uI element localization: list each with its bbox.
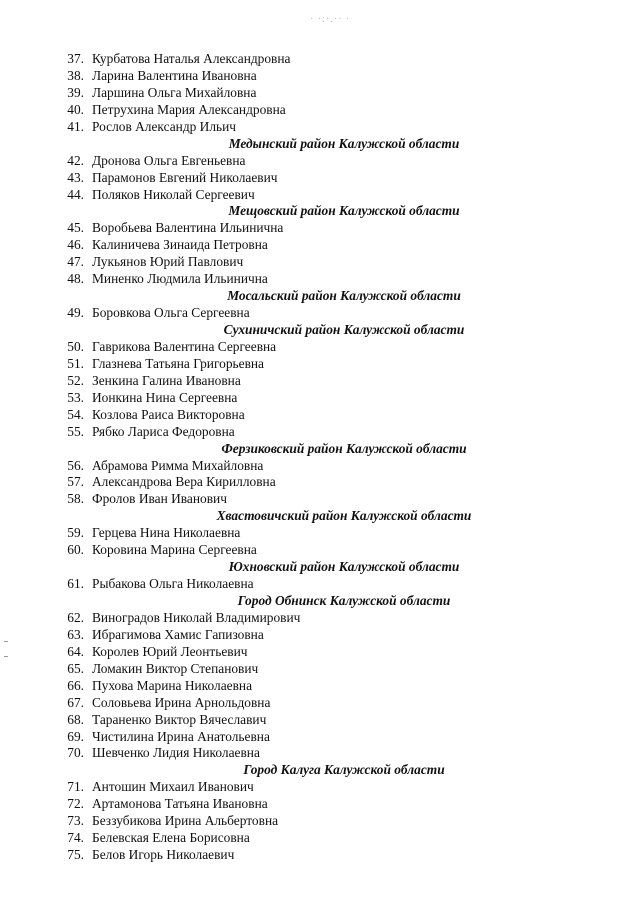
person-name: Белевская Елена Борисовна (92, 830, 250, 846)
item-number: 63. (67, 626, 84, 642)
list-item (0, 729, 640, 746)
list-item (0, 102, 640, 119)
list-item (0, 610, 640, 627)
item-number: 43. (67, 169, 84, 185)
person-name: Боровкова Ольга Сергеевна (92, 305, 250, 321)
item-number: 46. (67, 237, 84, 253)
list-item (0, 356, 640, 373)
name-list (0, 51, 640, 864)
person-name: Козлова Раиса Викторовна (92, 406, 245, 422)
list-item (0, 779, 640, 796)
item-number: 71. (67, 779, 84, 795)
person-name: Миненко Людмила Ильинична (92, 271, 268, 287)
person-name: Воробьева Валентина Ильинична (92, 220, 284, 236)
person-name: Рослов Александр Ильич (92, 118, 237, 134)
person-name: Александрова Вера Кирилловна (92, 474, 276, 490)
list-item (0, 796, 640, 813)
list-item (0, 458, 640, 475)
item-number: 60. (67, 542, 84, 558)
section-heading: Ферзиковский район Калужской области (221, 440, 467, 456)
person-name: Белов Игорь Николаевич (92, 847, 235, 863)
section-heading: Город Обнинск Калужской области (237, 593, 451, 608)
list-item (0, 542, 640, 559)
person-name: Чистилина Ирина Анатольевна (92, 728, 270, 744)
list-item (0, 153, 640, 170)
list-item (0, 576, 640, 593)
item-number: 41. (67, 118, 84, 134)
person-name: Лукьянов Юрий Павлович (92, 254, 244, 270)
person-name: Артамонова Татьяна Ивановна (92, 796, 268, 812)
item-number: 38. (67, 67, 84, 83)
person-name: Рыбакова Ольга Николаевна (92, 576, 254, 592)
list-item (0, 847, 640, 864)
person-name: Герцева Нина Николаевна (92, 525, 241, 541)
person-name: Ларина Валентина Ивановна (92, 67, 257, 83)
list-item (0, 373, 640, 390)
person-name: Дронова Ольга Евгеньевна (92, 152, 246, 168)
list-item (0, 474, 640, 491)
list-item (0, 678, 640, 695)
list-item (0, 813, 640, 830)
list-item (0, 68, 640, 85)
person-name: Тараненко Виктор Вячеславич (92, 711, 267, 727)
item-number: 39. (67, 84, 84, 100)
list-item (0, 644, 640, 661)
person-name: Ионкина Нина Сергеевна (92, 389, 238, 405)
item-number: 44. (67, 186, 84, 202)
item-number: 56. (67, 457, 84, 473)
section-heading: Юхновский район Калужской области (228, 559, 460, 575)
list-item (0, 305, 640, 322)
item-number: 49. (67, 305, 84, 321)
item-number: 55. (67, 423, 84, 439)
section-heading: Хвастовичский район Калужской области (216, 508, 472, 524)
list-item (0, 390, 640, 407)
list-item (0, 220, 640, 237)
list-item (0, 712, 640, 729)
section-heading: Город Калуга Калужской области (243, 762, 445, 778)
person-name: Глазнева Татьяна Григорьевна (92, 355, 265, 371)
item-number: 65. (67, 660, 84, 676)
person-name: Абрамова Римма Михайловна (92, 457, 264, 473)
list-item (0, 745, 640, 762)
list-item (0, 424, 640, 441)
item-number: 42. (67, 152, 84, 168)
item-number: 45. (67, 220, 84, 236)
item-number: 73. (67, 813, 84, 829)
person-name: Соловьева Ирина Арнольдовна (92, 694, 271, 710)
list-item (0, 830, 640, 847)
item-number: 47. (67, 254, 84, 270)
item-number: 64. (67, 643, 84, 659)
list-item (0, 119, 640, 136)
item-number: 40. (67, 101, 84, 117)
item-number: 50. (67, 338, 84, 354)
person-name: Антошин Михаил Иванович (92, 779, 254, 795)
item-number: 58. (67, 491, 84, 507)
person-name: Петрухина Мария Александровна (92, 101, 286, 117)
section-heading: Мещовский район Калужской области (228, 203, 460, 219)
item-number: 53. (67, 389, 84, 405)
person-name: Калиничева Зинаида Петровна (92, 237, 268, 253)
person-name: Ларшина Ольга Михайловна (92, 84, 257, 100)
list-item (0, 407, 640, 424)
list-item (0, 85, 640, 102)
section-heading: Медынский район Калужской области (228, 135, 460, 151)
person-name: Коровина Марина Сергеевна (92, 542, 257, 558)
list-item (0, 661, 640, 678)
list-item (0, 339, 640, 356)
item-number: 54. (67, 406, 84, 422)
item-number: 70. (67, 745, 84, 761)
item-number: 37. (67, 51, 84, 66)
list-item (0, 271, 640, 288)
list-item (0, 51, 640, 68)
page-mark: · ·:·.·· · (310, 14, 351, 25)
person-name: Гаврикова Валентина Сергеевна (92, 338, 277, 354)
item-number: 59. (67, 525, 84, 541)
person-name: Курбатова Наталья Александровна (92, 51, 291, 66)
section-heading: Сухиничский район Калужской области (223, 322, 465, 337)
list-item (0, 525, 640, 542)
list-item (0, 695, 640, 712)
item-number: 72. (67, 796, 84, 812)
item-number: 75. (67, 847, 84, 863)
item-number: 52. (67, 372, 84, 388)
item-number: 69. (67, 728, 84, 744)
item-number: 62. (67, 609, 84, 625)
list-item (0, 237, 640, 254)
section-heading: Мосальский район Калужской области (227, 288, 461, 304)
person-name: Парамонов Евгений Николаевич (92, 169, 278, 185)
person-name: Виноградов Николай Владимирович (92, 609, 301, 625)
item-number: 66. (67, 677, 84, 693)
item-number: 74. (67, 830, 84, 846)
person-name: Рябко Лариса Федоровна (92, 423, 235, 439)
list-item (0, 491, 640, 508)
person-name: Пухова Марина Николаевна (92, 677, 253, 693)
item-number: 48. (67, 271, 84, 287)
person-name: Шевченко Лидия Николаевна (92, 745, 260, 761)
item-number: 67. (67, 694, 84, 710)
person-name: Королев Юрий Леонтьевич (92, 643, 248, 659)
list-item (0, 254, 640, 271)
person-name: Зенкина Галина Ивановна (92, 372, 241, 388)
list-item (0, 187, 640, 204)
person-name: Поляков Николай Сергеевич (92, 186, 255, 202)
list-item (0, 170, 640, 187)
person-name: Фролов Иван Иванович (92, 491, 227, 507)
item-number: 51. (67, 355, 84, 371)
item-number: 61. (67, 576, 84, 592)
item-number: 68. (67, 711, 84, 727)
person-name: Беззубикова Ирина Альбертовна (92, 813, 279, 829)
person-name: Ломакин Виктор Степанович (92, 660, 259, 676)
item-number: 57. (67, 474, 84, 490)
person-name: Ибрагимова Хамис Гапизовна (92, 626, 264, 642)
list-item (0, 627, 640, 644)
